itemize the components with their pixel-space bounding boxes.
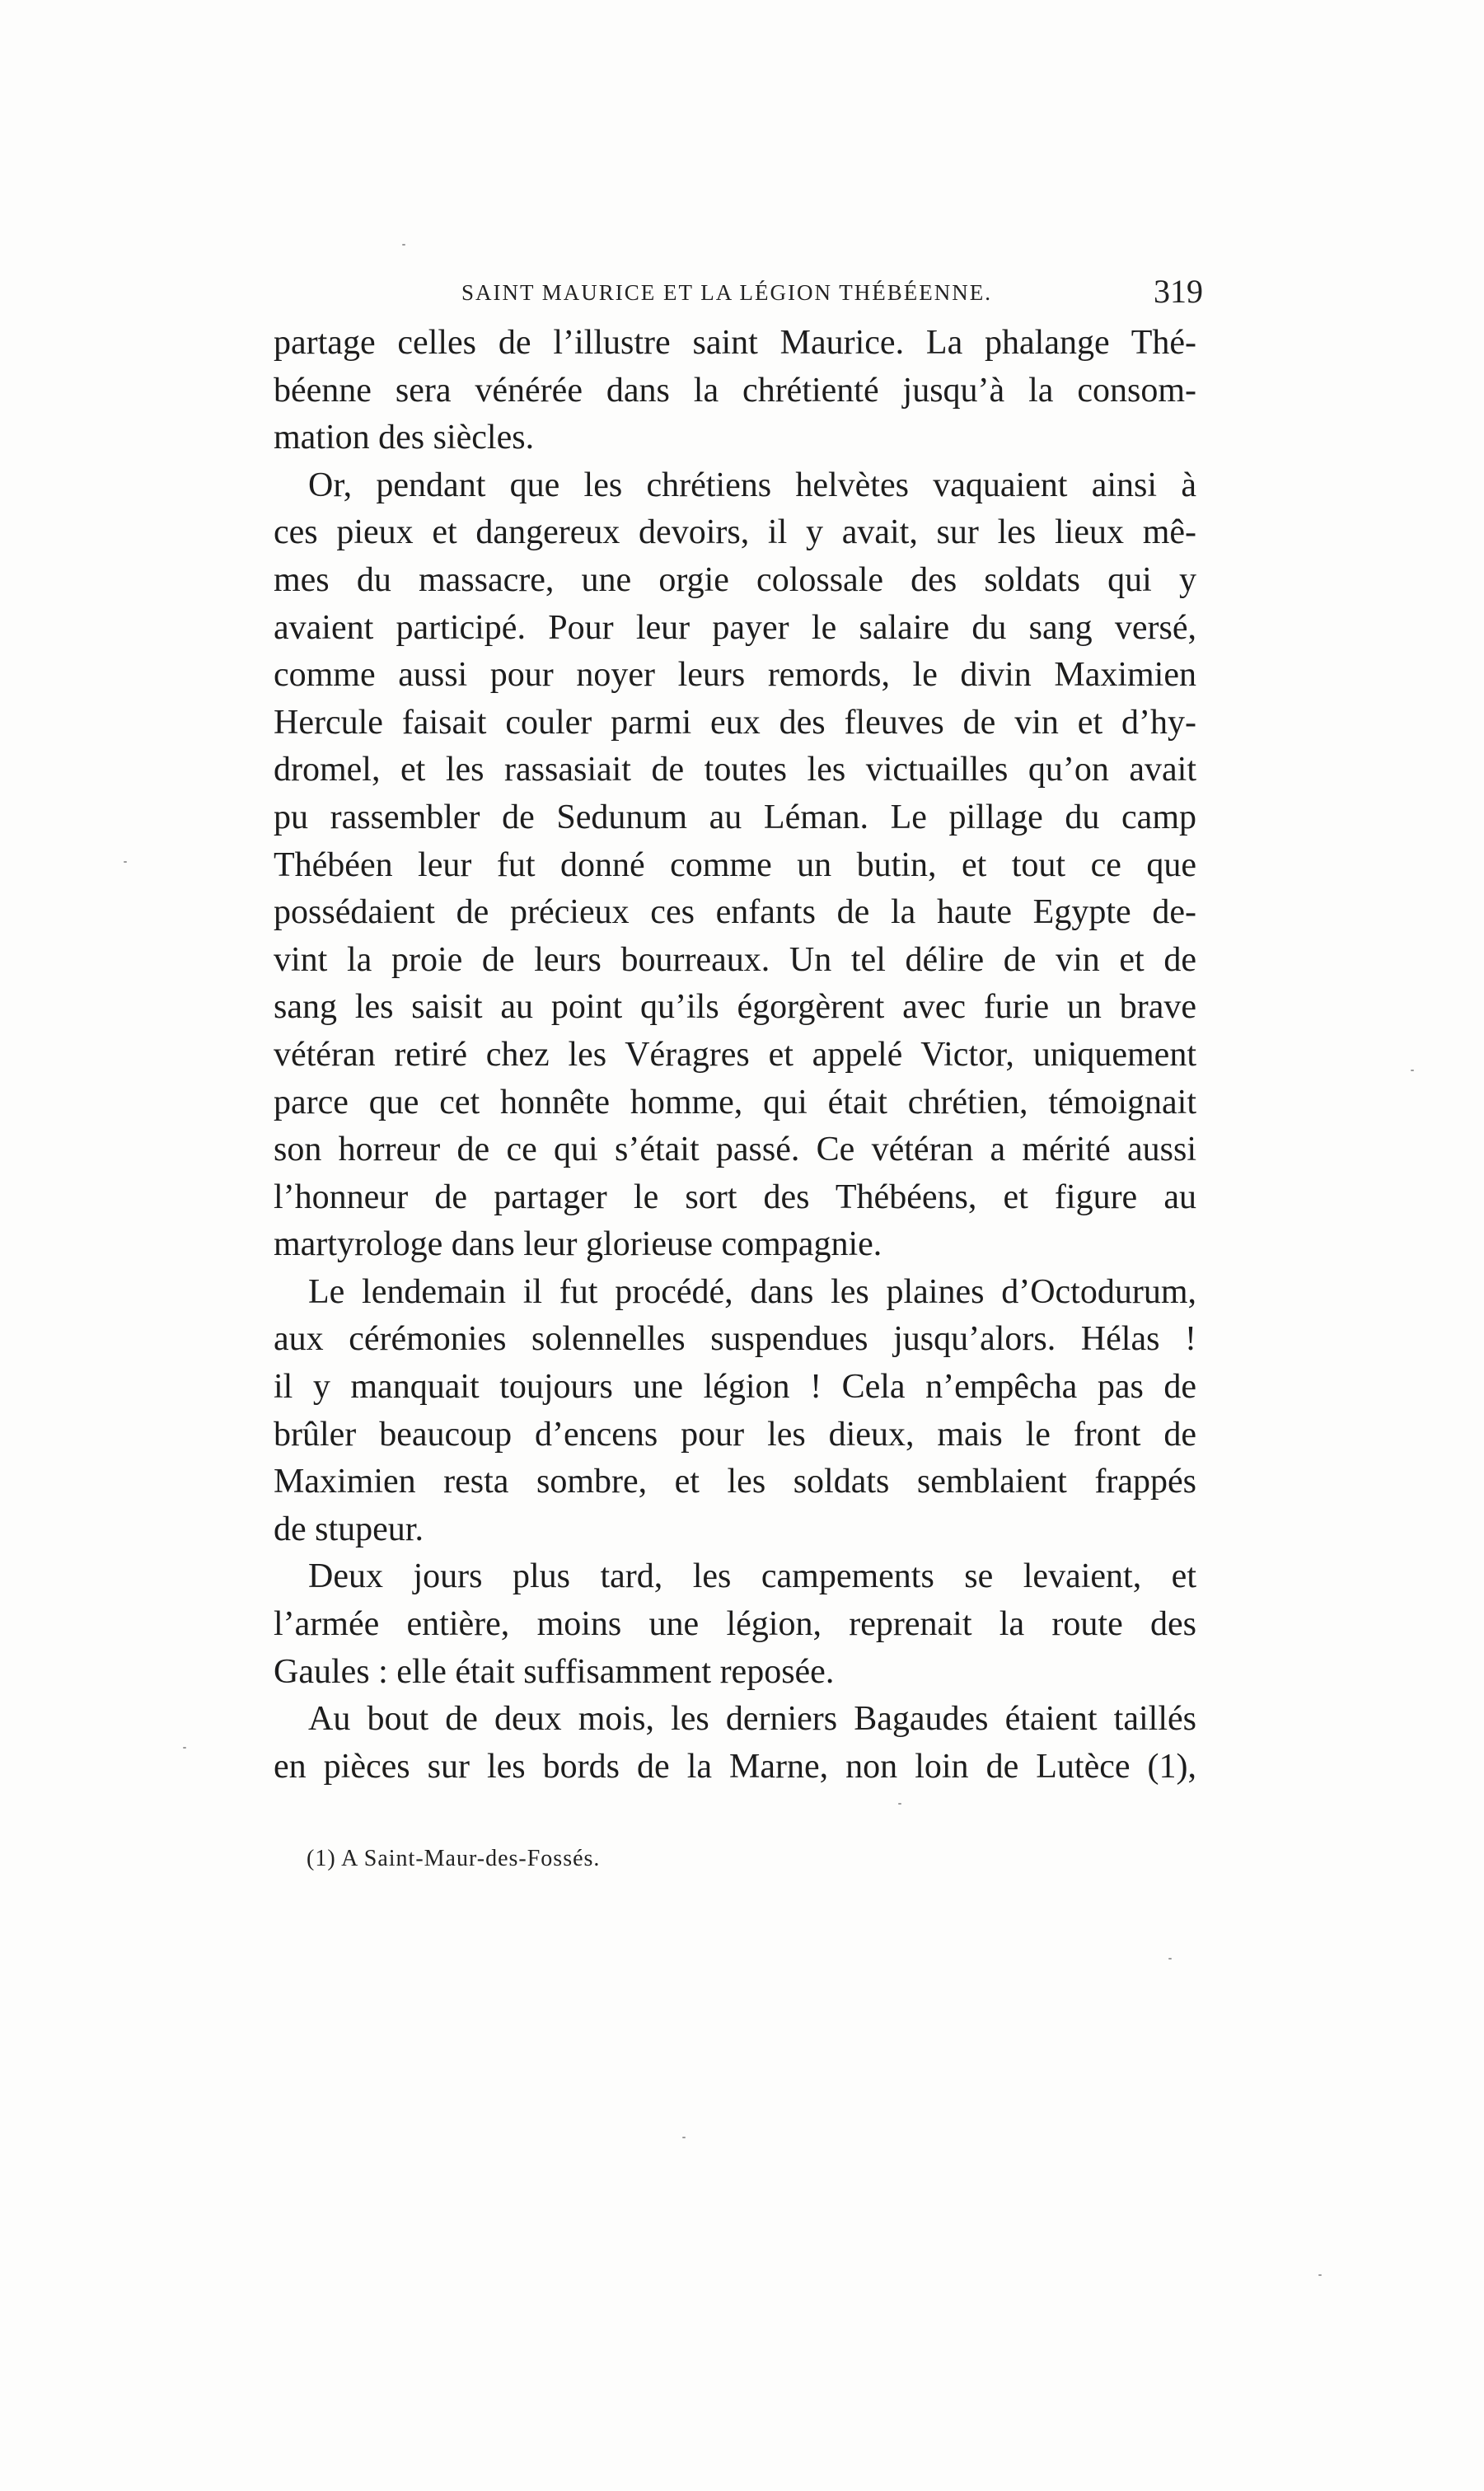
scan-speck [1411, 1070, 1414, 1071]
text-line: il y manquait toujours une légion ! Cela n’empêcha pas de [274, 1368, 1196, 1407]
text-line: Gaules : elle était suffisamment reposée. [274, 1652, 835, 1691]
scan-speck [898, 1803, 901, 1805]
scan-speck [402, 244, 405, 246]
scan-speck [124, 861, 127, 863]
text-line: Maximien resta sombre, et les soldats semblaient frappés [274, 1463, 1196, 1501]
body-text [274, 320, 1196, 1791]
scan-speck [1168, 1958, 1172, 1960]
text-line: Hercule faisait couler parmi eux des fleuves de vin et d’hy- [274, 703, 1196, 742]
text-line: vint la proie de leurs bourreaux. Un tel délire de vin et de [274, 940, 1196, 979]
running-head [461, 272, 1203, 313]
text-line: possédaient de précieux ces enfants de la haute Egypte de- [274, 893, 1196, 932]
text-line: mes du massacre, une orgie colossale des soldats qui y [274, 560, 1196, 599]
text-line: Au bout de deux mois, les derniers Bagaudes étaient taillés [308, 1700, 1196, 1739]
scan-speck [682, 2137, 686, 2138]
footnote: (1) A Saint-Maur-des-Fossés. [307, 1846, 601, 1871]
text-line: Or, pendant que les chrétiens helvètes vaquaient ainsi à [308, 466, 1196, 504]
text-line: aux cérémonies solennelles suspendues jusqu’alors. Hélas ! [274, 1320, 1196, 1359]
text-line: partage celles de l’illustre saint Maurice. La phalange Thé- [274, 324, 1196, 362]
text-line: Le lendemain il fut procédé, dans les plaines d’Octodurum, [308, 1272, 1196, 1311]
text-line: l’armée entière, moins une légion, reprenait la route des [274, 1605, 1196, 1644]
text-line: vétéran retiré chez les Véragres et appelé Victor, uniquement [274, 1035, 1196, 1074]
text-line: pu rassembler de Sedunum au Léman. Le pillage du camp [274, 798, 1196, 836]
text-line: sang les saisit au point qu’ils égorgèrent avec furie un brave [274, 988, 1196, 1027]
scan-speck [1318, 2274, 1322, 2276]
text-line: Thébéen leur fut donné comme un butin, et tout ce que [274, 845, 1196, 884]
text-line: l’honneur de partager le sort des Thébéens, et figure au [274, 1178, 1196, 1216]
running-title: SAINT MAURICE ET LA LÉGION THÉBÉENNE. [461, 280, 992, 305]
text-line: ces pieux et dangereux devoirs, il y avait, sur les lieux mê- [274, 513, 1196, 552]
text-line: brûler beaucoup d’encens pour les dieux, mais le front de [274, 1415, 1196, 1454]
text-line: béenne sera vénérée dans la chrétienté jusqu’à la consom- [274, 371, 1196, 410]
text-line: comme aussi pour noyer leurs remords, le divin Maximien [274, 656, 1196, 695]
text-line: Deux jours plus tard, les campements se levaient, et [308, 1557, 1196, 1596]
text-line: avaient participé. Pour leur payer le salaire du sang versé, [274, 608, 1196, 647]
text-line: dromel, et les rassasiait de toutes les victuailles qu’on avait [274, 751, 1196, 789]
text-line: son horreur de ce qui s’était passé. Ce vétéran a mérité aussi [274, 1131, 1196, 1169]
text-line: en pièces sur les bords de la Marne, non loin de Lutèce (1), [274, 1747, 1196, 1786]
text-line: mation des siècles. [274, 419, 535, 457]
text-line: de stupeur. [274, 1510, 424, 1548]
page-number: 319 [1154, 273, 1203, 310]
scan-speck [183, 1747, 186, 1749]
text-line: martyrologe dans leur glorieuse compagnie. [274, 1225, 882, 1264]
text-line: parce que cet honnête homme, qui était chrétien, témoignait [274, 1083, 1196, 1121]
